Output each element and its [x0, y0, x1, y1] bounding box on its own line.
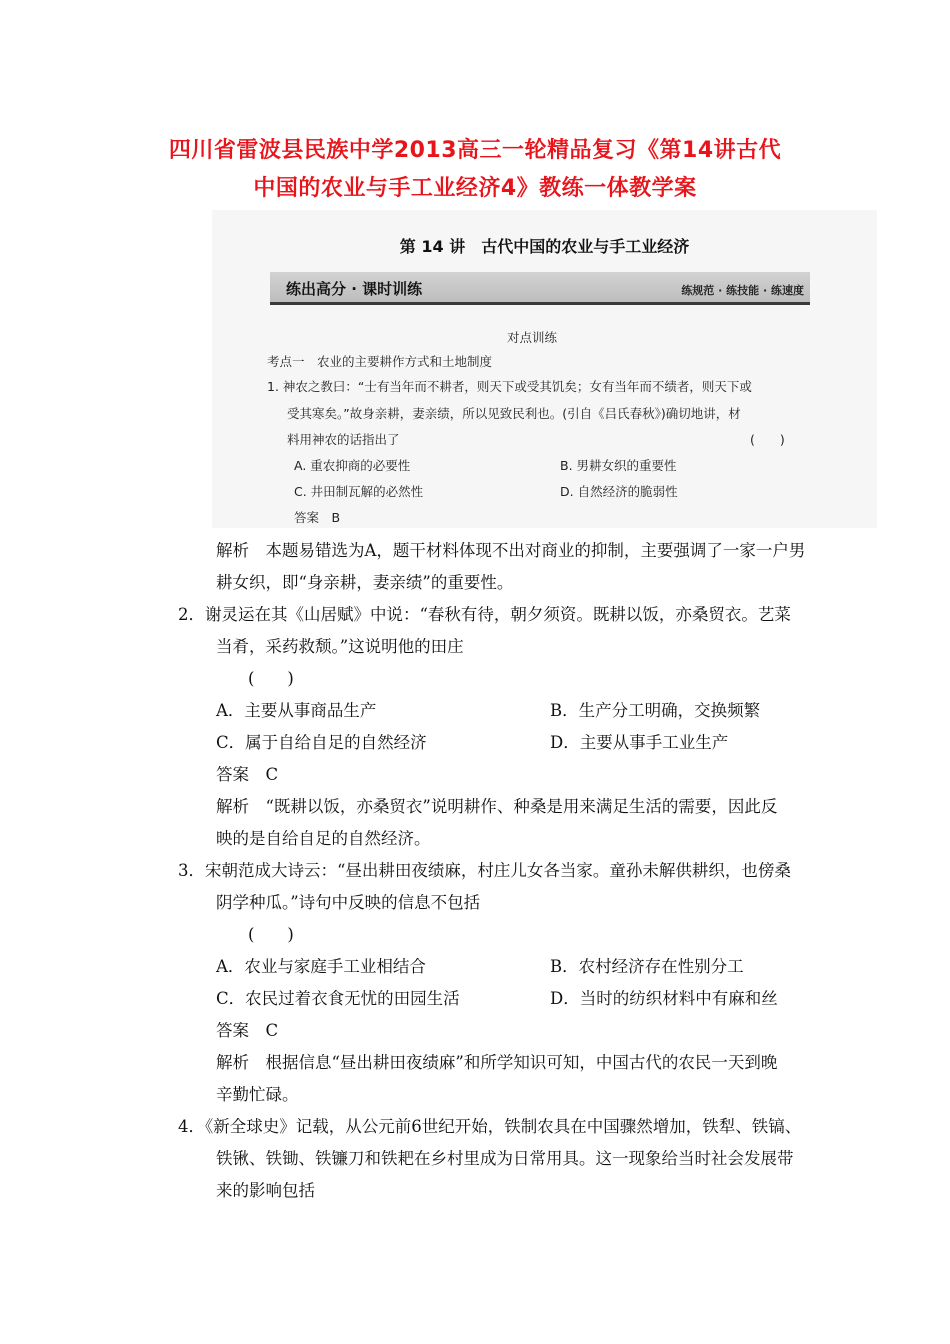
question-1-option-b: B. 男耕女织的重要性 — [560, 458, 677, 473]
q2-line-1: 2．谢灵运在其《山居赋》中说：“春秋有待，朝夕须资。既耕以饭，亦桑贸衣。艺菜 — [178, 605, 791, 624]
document-title — [150, 132, 800, 208]
question-1-option-d: D. 自然经济的脆弱性 — [560, 484, 678, 499]
question-1-line-1: 1. 神农之教曰：“士有当年而不耕者，则天下或受其饥矣；女有当年而不绩者，则天下或 — [267, 379, 752, 394]
q3-option-d: D．当时的纺织材料中有麻和丝 — [550, 989, 778, 1008]
question-1-line-3: 料用神农的话指出了 — [287, 432, 400, 447]
q3-line-2: 阴学种瓜。”诗句中反映的信息不包括 — [216, 893, 481, 912]
band-title: 练出高分 · 课时训练 — [286, 280, 423, 298]
q2-analysis-line-2: 映的是自给自足的自然经济。 — [216, 829, 431, 848]
q2-option-c: C．属于自给自足的自然经济 — [216, 733, 427, 752]
q2-line-2: 当肴，采药救颓。”这说明他的田庄 — [216, 637, 464, 656]
q3-analysis-line-1: 解析 根据信息“昼出耕田夜绩麻”和所学知识可知，中国古代的农民一天到晚 — [216, 1053, 778, 1072]
question-1-answer: 答案 B — [294, 510, 341, 525]
question-1-line-2: 受其寒矣。”故身亲耕，妻亲绩，所以见致民利也。(引自《吕氏春秋》)确切地讲，材 — [287, 406, 741, 421]
question-1-option-a: A. 重农抑商的必要性 — [294, 458, 411, 473]
topic-label: 考点一 农业的主要耕作方式和土地制度 — [267, 354, 493, 369]
q2-analysis-line-1: 解析 “既耕以饭，亦桑贸衣”说明耕作、种桑是用来满足生活的需要，因此反 — [216, 797, 778, 816]
q4-line-3: 来的影响包括 — [216, 1181, 315, 1200]
q1-analysis-line-1: 解析 本题易错选为A，题干材料体现不出对商业的抑制，主要强调了一家一户男 — [216, 541, 806, 560]
scanned-excerpt — [212, 210, 877, 528]
title-line-1: 四川省雷波县民族中学2013高三一轮精品复习《第14讲古代 — [168, 138, 782, 163]
q4-line-2: 铁锹、铁锄、铁镰刀和铁耙在乡村里成为日常用具。这一现象给当时社会发展带 — [216, 1149, 794, 1168]
q2-option-b: B．生产分工明确，交换频繁 — [550, 701, 761, 720]
q2-blank: ( ) — [248, 669, 294, 688]
band-slogan: 练规范 · 练技能 · 练速度 — [681, 284, 804, 297]
question-1-option-c: C. 井田制瓦解的必然性 — [294, 484, 424, 499]
q3-option-c: C．农民过着衣食无忧的田园生活 — [216, 989, 460, 1008]
lesson-header: 第 14 讲 古代中国的农业与手工业经济 — [399, 237, 690, 256]
section-band — [270, 272, 810, 305]
title-line-2: 中国的农业与手工业经济4》教练一体教学案 — [253, 176, 697, 201]
q3-blank: ( ) — [248, 925, 294, 944]
q2-answer: 答案 C — [216, 765, 279, 784]
section-label: 对点训练 — [507, 330, 558, 345]
q3-answer: 答案 C — [216, 1021, 279, 1040]
q3-option-a: A．农业与家庭手工业相结合 — [216, 957, 426, 976]
q3-line-1: 3．宋朝范成大诗云：“昼出耕田夜绩麻，村庄儿女各当家。童孙未解供耕织，也傍桑 — [178, 861, 791, 880]
q2-option-a: A．主要从事商品生产 — [216, 701, 377, 720]
q3-analysis-line-2: 辛勤忙碌。 — [216, 1085, 299, 1104]
question-1-blank: ( ) — [750, 432, 785, 447]
q3-option-b: B．农村经济存在性别分工 — [550, 957, 744, 976]
q4-line-1: 4．《新全球史》记载，从公元前6世纪开始，铁制农具在中国骤然增加，铁犁、铁镐、 — [178, 1117, 802, 1136]
q2-option-d: D．主要从事手工业生产 — [550, 733, 729, 752]
q1-analysis-line-2: 耕女织，即“身亲耕，妻亲绩”的重要性。 — [216, 573, 514, 592]
